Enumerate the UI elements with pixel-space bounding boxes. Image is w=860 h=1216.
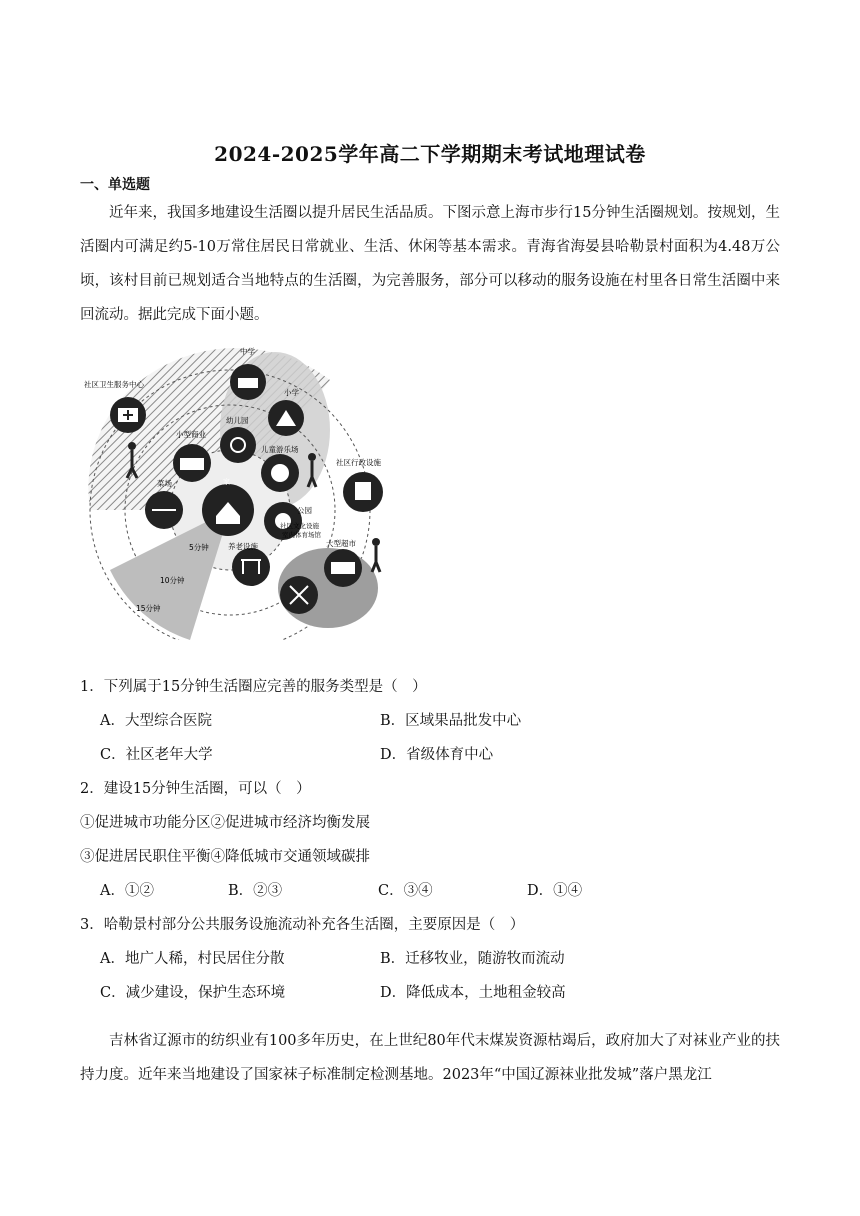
- label-indoor-sports: 室内体育场馆: [282, 531, 321, 539]
- label-small-shop: 小型商业: [176, 430, 206, 439]
- label-clinic: 社区卫生服务中心: [84, 380, 144, 389]
- question-1-option-b[interactable]: B．区域果品批发中心: [380, 713, 522, 729]
- question-3-stem: 3．哈勒景村部分公共服务设施流动补充各生活圈，主要原因是（ ）: [80, 917, 525, 933]
- kindergarten-icon: [220, 427, 256, 463]
- question-1-option-a[interactable]: A．大型综合医院: [100, 713, 212, 729]
- label-middle-school: 中学: [240, 347, 255, 356]
- exam-title: 2024-2025学年高二下学期期末考试地理试卷: [214, 142, 646, 166]
- question-3-option-d[interactable]: D．降低成本，土地租金较高: [380, 985, 566, 1001]
- person-icon-3: [372, 538, 380, 572]
- question-1-option-d[interactable]: D．省级体育中心: [380, 747, 494, 763]
- label-kindergarten: 幼儿园: [226, 416, 249, 425]
- label-5min: 5分钟: [189, 543, 209, 552]
- passage-1: 近年来，我国多地建设生活圈以提升居民生活品质。下图示意上海市步行15分钟生活圈规划。按规划，生活圈内可满足约5-10万常住居民日常就业、生活、休闲等基本需求。青海省海晏县哈勒景村面积为4.48万公顷，该村目前已规划适合当地特点的生活圈，为完善服务，部分可以移动的服务设施在村里各日常生活圈中来回流动。据此完成下面小题。: [80, 205, 780, 323]
- passage-2: 吉林省辽源市的纺织业有100多年历史，在上世纪80年代末煤炭资源枯竭后，政府加大了对袜业产业的扶持力度。近年来当地建设了国家袜子标准制定检测基地。2023年“中国辽源袜业批发城”落户黑龙江: [80, 1033, 780, 1083]
- question-3-option-b[interactable]: B．迁移牧业，随游牧而流动: [380, 951, 565, 967]
- label-primary: 小学: [284, 388, 299, 397]
- question-3-option-c[interactable]: C．减少建设，保护生态环境: [100, 985, 286, 1001]
- label-playground: 儿童游乐场: [261, 445, 299, 454]
- label-park: 公园: [297, 506, 312, 515]
- label-10min: 10分钟: [160, 576, 185, 585]
- question-2-option-c[interactable]: C．③④: [378, 883, 433, 899]
- label-admin: 社区行政设施: [336, 458, 381, 467]
- home-icon: [202, 484, 254, 536]
- question-2-statement-1: ①促进城市功能分区②促进城市经济均衡发展: [80, 815, 370, 831]
- sports-icon: [280, 576, 318, 614]
- label-supermarket: 大型超市: [326, 539, 356, 548]
- middle-school-icon: [230, 364, 266, 400]
- question-2-statement-2: ③促进居民职住平衡④降低城市交通领域碳排: [80, 849, 370, 865]
- question-2-option-d[interactable]: D．①④: [527, 883, 583, 899]
- section-heading: 一、单选题: [80, 177, 150, 193]
- question-2-stem: 2．建设15分钟生活圈，可以（ ）: [80, 781, 311, 797]
- label-culture: 社区文化设施: [280, 522, 319, 530]
- admin-icon: [343, 472, 383, 512]
- label-market: 菜场: [157, 479, 172, 488]
- shop-icon: [173, 444, 211, 482]
- question-2-option-b[interactable]: B．②③: [228, 883, 283, 899]
- elderly-icon: [232, 548, 270, 586]
- label-home: 家: [223, 478, 230, 486]
- question-1-option-c[interactable]: C．社区老年大学: [100, 747, 213, 763]
- question-2-option-a[interactable]: A．①②: [100, 883, 154, 899]
- label-elderly: 养老设施: [228, 542, 258, 551]
- supermarket-icon: [324, 549, 362, 587]
- question-3-option-a[interactable]: A．地广人稀，村民居住分散: [100, 951, 285, 967]
- primary-school-icon: [268, 400, 304, 436]
- clinic-icon: [110, 397, 146, 433]
- question-1-stem: 1．下列属于15分钟生活圈应完善的服务类型是（ ）: [80, 679, 427, 695]
- label-15min: 15分钟: [136, 604, 161, 613]
- market-icon: [145, 491, 183, 529]
- playground-icon: [261, 454, 299, 492]
- life-circle-figure: [80, 340, 400, 640]
